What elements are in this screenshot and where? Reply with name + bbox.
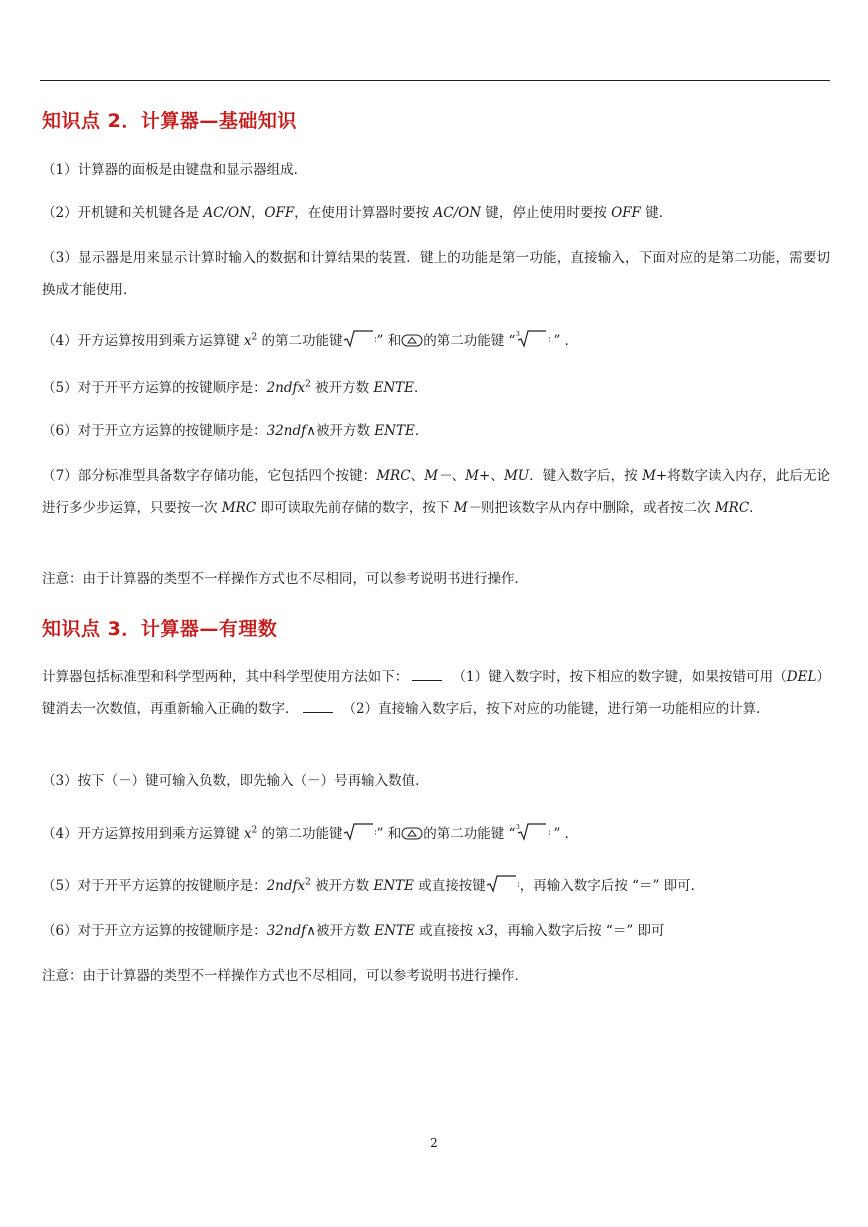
- cube-root-key-icon: [515, 823, 553, 841]
- sec2-item-3: （3）显示器是用来显示计算时输入的数据和计算结果的装置．键上的功能是第一功能，直接输入，下面对应的是第二功能，需要切换成才能使用．: [42, 250, 830, 298]
- blank-line: [412, 668, 442, 681]
- cube-root-key-icon: [515, 330, 553, 348]
- sec2-item-2: （2）开机键和关机键各是 AC/ON，OFF，在使用计算器时要按 AC/ON 键，停止使用时要按 OFF 键．: [42, 205, 673, 221]
- sec3-item-6: （6）对于开立方运算的按键顺序是：32ndf∧被开方数 ENTE 或直接按 x3，再输入数字后按 “＝” 即可: [42, 923, 665, 939]
- square-root-key-icon: [343, 823, 377, 841]
- svg-text:3: 3: [516, 331, 521, 338]
- sec2-item-1: （1）计算器的面板是由键盘和显示器组成．: [42, 162, 308, 178]
- sec2-item-6: （6）对于开立方运算的按键顺序是：32ndf∧被开方数 ENTE．: [42, 423, 429, 439]
- sec3-item-4: （4）开方运算按用到乘方运算键 $x^2$ 的第二功能键 ” 和 的第二功能键 “ 3 ” ．: [42, 824, 579, 842]
- caret-key-icon: [401, 334, 423, 347]
- blank-line: [303, 700, 333, 713]
- sec3-item-1-2: 计算器包括标准型和科学型两种，其中科学型使用方法如下： （1）键入数字时，按下相应的数字键，如果按错可用（DEL）键消去一次数值，再重新输入正确的数字． （2）直接输入数字后，按下对应的功能键，进行第一功能相应的计算．: [42, 669, 831, 717]
- sec2-item-4: （4）开方运算按用到乘方运算键 $x^2$ 的第二功能键 ” 和 的第二功能键 “ 3 ” ．: [42, 331, 579, 349]
- header-rule: [40, 80, 830, 81]
- page-number: 2: [430, 1136, 438, 1150]
- square-root-key-icon: [343, 330, 377, 348]
- section-2-title: 知识点 2．计算器—基础知识: [42, 110, 297, 132]
- caret-key-icon: [401, 827, 423, 840]
- section-3-title: 知识点 3．计算器—有理数: [42, 618, 278, 640]
- square-root-key-icon: [486, 875, 520, 893]
- sec3-item-3: （3）按下（－）键可输入负数，即先输入（－）号再输入数值．: [42, 773, 429, 789]
- sec3-note: 注意：由于计算器的类型不一样操作方式也不尽相同，可以参考说明书进行操作．: [42, 968, 528, 984]
- sec3-item-5: （5）对于开平方运算的按键顺序是：2ndfx$^2$ 被开方数 ENTE 或直接按键 ，再输入数字后按 “＝” 即可．: [42, 870, 830, 902]
- svg-text:3: 3: [516, 824, 521, 831]
- sec2-note: 注意：由于计算器的类型不一样操作方式也不尽相同，可以参考说明书进行操作．: [42, 571, 528, 587]
- sec2-item-5: （5）对于开平方运算的按键顺序是：2ndfx$^2$ 被开方数 ENTE．: [42, 379, 428, 396]
- sec2-item-7: （7）部分标准型具备数字存储功能，它包括四个按键：MRC、M－、M+、MU．键入数字后，按 M+将数字读入内存，此后无论进行多少步运算，只要按一次 MRC 即可读取先前存储的数字，按下 M－则把该数字从内存中删除，或者按二次 MRC．: [42, 468, 831, 516]
